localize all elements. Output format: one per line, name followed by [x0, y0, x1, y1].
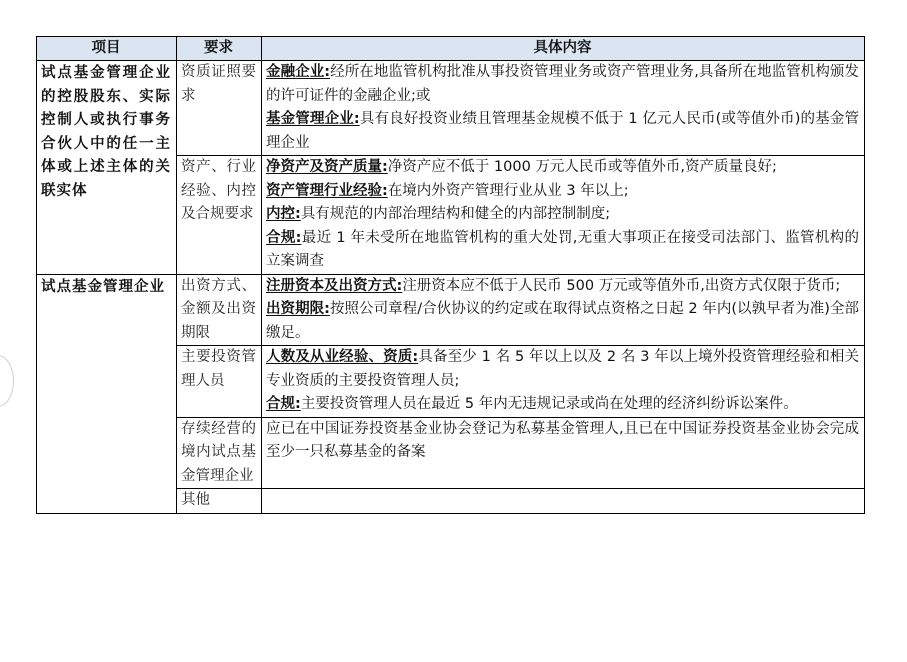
content-paragraph — [266, 203, 859, 227]
content-paragraph — [266, 61, 859, 108]
requirement-cell-capital: 出资方式、金额及出资期限 — [177, 274, 262, 346]
content-cell-assets-experience — [262, 156, 865, 275]
item-cell-controlling-parties: 试点基金管理企业的控股股东、实际控制人或执行事务合伙人中的任一主体或上述主体的关联实体 — [37, 61, 177, 275]
table-row — [37, 61, 865, 156]
content-cell-personnel — [262, 346, 865, 418]
content-text: 按照公司章程/合伙协议的约定或在取得试点资格之日起 2 年内(以孰早者为准)全部缴足。 — [266, 301, 859, 341]
content-label: 基金管理企业: — [266, 111, 360, 127]
content-paragraph — [266, 275, 859, 299]
content-text: 主要投资管理人员在最近 5 年内无违规记录或尚在处理的经济纠纷诉讼案件。 — [300, 396, 798, 412]
side-scroll-handle — [0, 355, 14, 407]
header-item: 项目 — [37, 37, 177, 61]
content-text: 应已在中国证券投资基金业协会登记为私募基金管理人,且已在中国证券投资基金业协会完成至少一只私募基金的备案 — [266, 420, 859, 460]
content-label: 出资期限: — [266, 301, 330, 317]
content-paragraph — [266, 227, 859, 274]
content-text: 注册资本应不低于人民币 500 万元或等值外币,出资方式仅限于货币; — [402, 277, 841, 294]
header-requirement: 要求 — [177, 37, 262, 61]
content-paragraph — [266, 108, 859, 155]
content-text: 具备至少 1 名 5 年以上以及 2 名 3 年以上境外投资管理经验和相关专业资质的主要投资管理人员; — [266, 349, 859, 389]
header-content: 具体内容 — [262, 37, 865, 61]
content-label: 净资产及资产质量: — [266, 159, 388, 175]
requirements-table-frame — [36, 36, 864, 514]
content-paragraph — [266, 393, 859, 417]
content-cell-other — [262, 489, 865, 514]
table-row — [37, 274, 865, 346]
requirement-cell-existing-manager: 存续经营的境内试点基金管理企业 — [177, 417, 262, 489]
content-text: 最近 1 年未受所在地监管机构的重大处罚,无重大事项正在接受司法部门、监管机构的立案调查 — [266, 229, 859, 269]
content-label: 合规: — [266, 396, 301, 412]
requirements-table — [36, 36, 865, 514]
content-cell-existing-manager — [262, 417, 865, 489]
content-paragraph — [266, 156, 859, 180]
requirement-cell-qualification: 资质证照要求 — [177, 61, 262, 156]
content-label: 资产管理行业经验: — [266, 182, 388, 199]
content-label: 合规: — [266, 229, 302, 246]
content-label: 内控: — [266, 206, 301, 222]
table-header-row — [37, 37, 865, 61]
content-label: 金融企业: — [266, 64, 331, 80]
content-paragraph — [266, 180, 859, 204]
content-text: 具有良好投资业绩且管理基金规模不低于 1 亿元人民币(或等值外币)的基金管理企业 — [266, 111, 859, 151]
content-cell-capital — [262, 274, 865, 346]
content-text: 在境内外资产管理行业从业 3 年以上; — [387, 182, 629, 199]
content-label: 人数及从业经验、资质: — [266, 349, 419, 365]
requirement-cell-assets-experience: 资产、行业经验、内控及合规要求 — [177, 156, 262, 275]
content-paragraph — [266, 298, 859, 345]
content-text: 具有规范的内部治理结构和健全的内部控制制度; — [300, 206, 611, 222]
requirement-cell-personnel: 主要投资管理人员 — [177, 346, 262, 418]
content-paragraph — [266, 346, 859, 393]
content-cell-qualification — [262, 61, 865, 156]
content-label: 注册资本及出资方式: — [266, 277, 403, 294]
content-text: 净资产应不低于 1000 万元人民币或等值外币,资产质量良好; — [387, 159, 777, 175]
item-cell-fund-manager: 试点基金管理企业 — [37, 274, 177, 513]
requirement-cell-other: 其他 — [177, 489, 262, 514]
content-paragraph — [266, 418, 859, 465]
content-text: 经所在地监管机构批准从事投资管理业务或资产管理业务,具备所在地监管机构颁发的许可证件的金融企业;或 — [266, 64, 859, 104]
